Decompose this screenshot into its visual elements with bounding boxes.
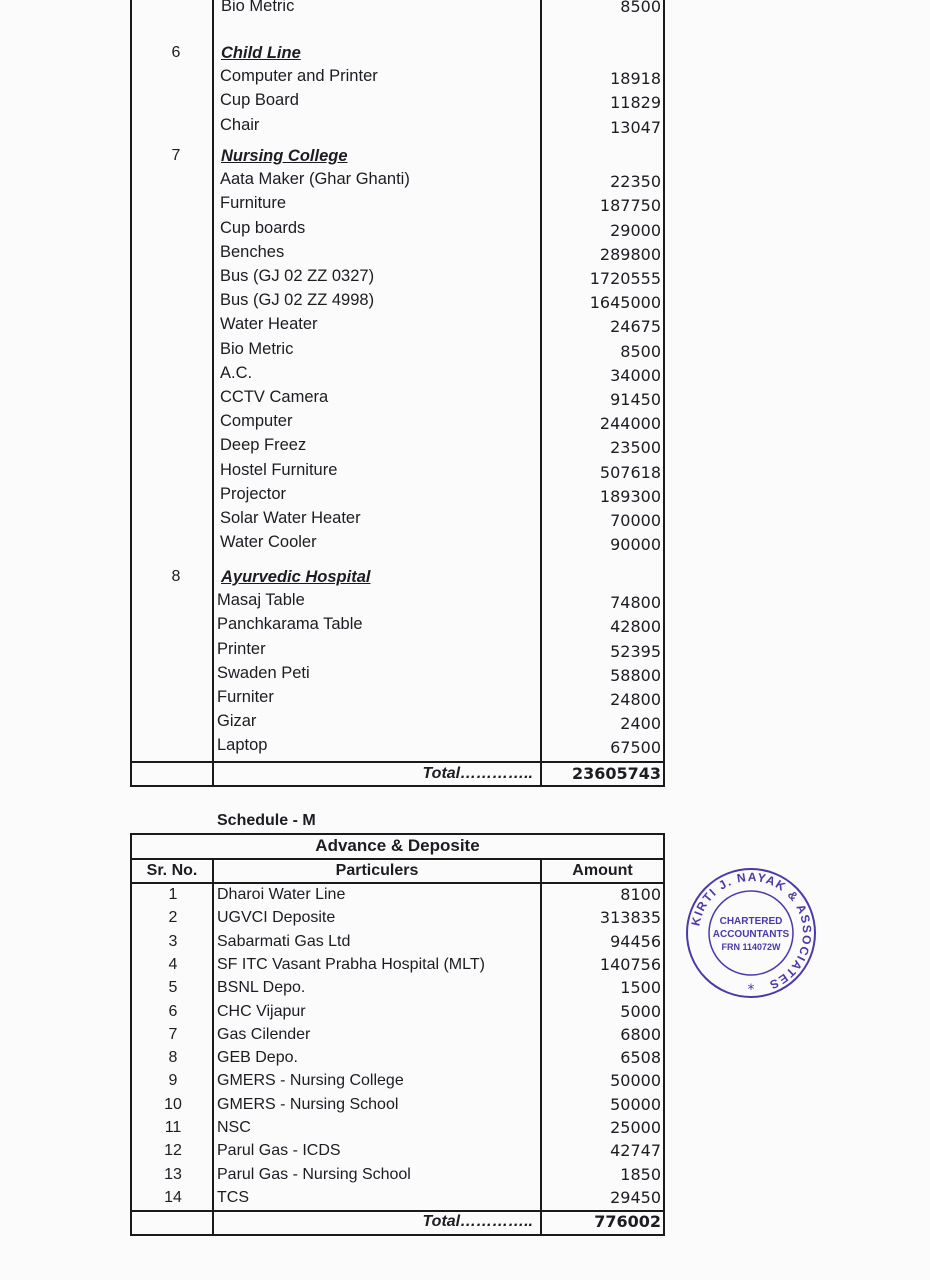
- assets-total-amount: 23605743: [571, 764, 661, 783]
- asset-item-amount: 67500: [610, 738, 661, 758]
- asset-item-label: Computer and Printer: [220, 67, 378, 86]
- adv-table-title: Advance & Deposite: [315, 836, 480, 855]
- table-row-amount: 42747: [610, 1141, 661, 1161]
- asset-item-label: CCTV Camera: [220, 388, 329, 406]
- assets-total-bottom-rule: [130, 785, 665, 787]
- table-row-particular: Parul Gas - Nursing School: [217, 1165, 411, 1183]
- table-row-particular: GMERS - Nursing School: [217, 1095, 399, 1113]
- asset-item-amount: 29000: [610, 220, 661, 240]
- asset-item-label: Solar Water Heater: [220, 509, 361, 527]
- svg-text:*: *: [747, 982, 755, 998]
- table-row-particular: Sabarmati Gas Ltd: [217, 932, 351, 950]
- schedule-m-title: Schedule - M: [217, 812, 316, 829]
- group-heading: Nursing College: [221, 147, 348, 165]
- asset-item-label: Bio Metric: [220, 339, 294, 358]
- table-row-particular: GMERS - Nursing College: [217, 1072, 404, 1090]
- asset-item-label: Aata Maker (Ghar Ghanti): [220, 170, 410, 189]
- table-row-particular: Gas Cilender: [217, 1025, 311, 1043]
- asset-item-amount: 8500: [620, 0, 661, 16]
- asset-item-amount: 2400: [620, 714, 661, 734]
- adv-total-label: Total…………..: [422, 1213, 533, 1230]
- asset-item-label: Chair: [220, 115, 260, 134]
- table-row-amount: 5000: [620, 1001, 661, 1021]
- asset-item-amount: 42800: [610, 617, 661, 637]
- adv-col-divider-2: [540, 858, 542, 1236]
- table-row-sr: 8: [168, 1049, 178, 1067]
- table-row-particular: CHC Vijapur: [217, 1002, 306, 1020]
- asset-item-amount: 8500: [620, 341, 661, 361]
- asset-item-amount: 187750: [599, 196, 661, 216]
- asset-item-amount: 70000: [610, 511, 661, 530]
- assets-col-divider-2: [540, 0, 542, 787]
- assets-total-label: Total…………..: [422, 765, 533, 782]
- svg-text:ACCOUNTANTS: ACCOUNTANTS: [712, 929, 790, 940]
- asset-item-label: Bus (GJ 02 ZZ 0327): [220, 267, 375, 285]
- table-row-particular: UGVCI Deposite: [217, 909, 336, 927]
- svg-text:CHARTERED: CHARTERED: [719, 916, 783, 927]
- asset-item-amount: 52395: [610, 641, 661, 661]
- asset-item-amount: 91450: [610, 390, 661, 409]
- table-row-sr: 5: [168, 979, 178, 997]
- assets-left-border: [130, 0, 132, 787]
- assets-total-top-rule: [130, 761, 665, 763]
- stamp-seal-icon: [684, 866, 818, 1000]
- svg-text:KIRTI J. NAYAK & ASSOCIATES: KIRTI J. NAYAK & ASSOCIATES: [688, 869, 815, 993]
- table-row-particular: BSNL Depo.: [217, 979, 306, 997]
- assets-right-border: [663, 0, 665, 787]
- asset-item-amount: 24800: [610, 690, 661, 709]
- table-row-amount: 50000: [610, 1071, 661, 1091]
- asset-item-label: Furniture: [220, 194, 287, 213]
- table-row-amount: 25000: [610, 1118, 661, 1137]
- asset-item-label: Computer: [220, 412, 293, 431]
- asset-item-label: Printer: [217, 639, 266, 658]
- table-row-amount: 140756: [599, 954, 661, 974]
- group-number: 7: [171, 147, 181, 164]
- asset-item-label: Projector: [220, 484, 287, 503]
- asset-item-amount: 189300: [599, 486, 661, 506]
- adv-title-rule: [130, 858, 665, 860]
- asset-item-label: Water Heater: [220, 315, 318, 334]
- asset-item-label: Water Cooler: [220, 533, 317, 552]
- adv-header-amount: Amount: [572, 862, 633, 879]
- table-row-amount: 8100: [620, 885, 661, 904]
- adv-top-rule: [130, 833, 665, 835]
- group-number: 6: [171, 44, 181, 61]
- group-heading: Ayurvedic Hospital: [221, 568, 371, 586]
- asset-item-label: A.C.: [220, 363, 253, 382]
- asset-item-amount: 90000: [610, 535, 661, 555]
- asset-item-label: Hostel Furniture: [220, 460, 338, 479]
- table-row-amount: 1850: [620, 1164, 661, 1184]
- ca-stamp: [684, 866, 818, 1000]
- table-row-sr: 12: [164, 1142, 182, 1160]
- table-row-sr: 2: [168, 909, 178, 927]
- table-row-amount: 313835: [599, 908, 661, 928]
- table-row-sr: 1: [168, 886, 178, 903]
- table-row-particular: SF ITC Vasant Prabha Hospital (MLT): [217, 955, 485, 973]
- table-row-amount: 94456: [610, 931, 661, 951]
- asset-item-amount: 18918: [610, 69, 661, 89]
- table-row-particular: NSC: [217, 1119, 251, 1136]
- adv-total-amount: 776002: [594, 1212, 661, 1231]
- asset-item-amount: 34000: [610, 365, 661, 385]
- table-row-amount: 1500: [620, 978, 661, 998]
- table-row-sr: 7: [168, 1025, 178, 1043]
- table-row-particular: TCS: [217, 1188, 249, 1206]
- asset-item-label: Cup boards: [220, 218, 306, 237]
- asset-item-amount: 289800: [599, 244, 661, 264]
- group-heading: Child Line: [221, 44, 301, 62]
- asset-item-amount: 22350: [610, 172, 661, 192]
- adv-right-border: [663, 833, 665, 1236]
- asset-item-amount: 58800: [610, 665, 661, 685]
- table-row-sr: 10: [164, 1095, 182, 1113]
- asset-item-amount: 24675: [610, 317, 661, 337]
- asset-item-label: Deep Freez: [220, 436, 307, 455]
- svg-text:FRN 114072W: FRN 114072W: [721, 942, 781, 952]
- table-row-amount: 6508: [620, 1048, 661, 1068]
- table-row-sr: 13: [164, 1165, 182, 1183]
- adv-left-border: [130, 833, 132, 1236]
- asset-item-amount: 11829: [610, 93, 661, 113]
- asset-item-amount: 1645000: [589, 293, 661, 313]
- asset-item-label: Gizar: [217, 712, 257, 731]
- table-row-sr: 11: [164, 1119, 182, 1136]
- adv-header-sr: Sr. No.: [146, 862, 198, 879]
- table-row-sr: 14: [164, 1188, 182, 1206]
- asset-item-label: Panchkarama Table: [217, 615, 363, 634]
- asset-item-amount: 244000: [599, 414, 661, 434]
- table-row-amount: 50000: [610, 1094, 661, 1114]
- table-row-sr: 4: [168, 955, 178, 973]
- asset-item-label: Masaj Table: [217, 591, 305, 610]
- table-row-amount: 6800: [620, 1024, 661, 1044]
- asset-item-amount: 23500: [610, 438, 661, 458]
- adv-header-particulars: Particulers: [335, 862, 419, 879]
- table-row-sr: 9: [168, 1072, 178, 1090]
- asset-item-label: Furniter: [217, 688, 274, 706]
- table-row-particular: GEB Depo.: [217, 1049, 298, 1067]
- asset-item-label: Laptop: [217, 736, 268, 755]
- table-row-particular: Parul Gas - ICDS: [217, 1142, 341, 1160]
- table-row-particular: Dharoi Water Line: [217, 886, 346, 903]
- adv-col-divider-1: [212, 858, 214, 1236]
- asset-item-amount: 1720555: [589, 269, 661, 288]
- adv-header-rule: [130, 882, 665, 884]
- group-number: 8: [171, 568, 181, 585]
- asset-item-amount: 74800: [610, 593, 661, 613]
- asset-item-amount: 507618: [599, 462, 661, 482]
- table-row-sr: 3: [168, 932, 178, 950]
- asset-item-label: Bio Metric: [221, 0, 295, 15]
- table-row-amount: 29450: [610, 1187, 661, 1207]
- asset-item-label: Bus (GJ 02 ZZ 4998): [220, 291, 375, 310]
- asset-item-label: Cup Board: [220, 91, 299, 110]
- asset-item-label: Benches: [220, 242, 285, 261]
- adv-bottom-rule: [130, 1234, 665, 1236]
- assets-col-divider-1: [212, 0, 214, 787]
- asset-item-label: Swaden Peti: [217, 663, 310, 682]
- table-row-sr: 6: [168, 1002, 178, 1020]
- asset-item-amount: 13047: [610, 117, 661, 137]
